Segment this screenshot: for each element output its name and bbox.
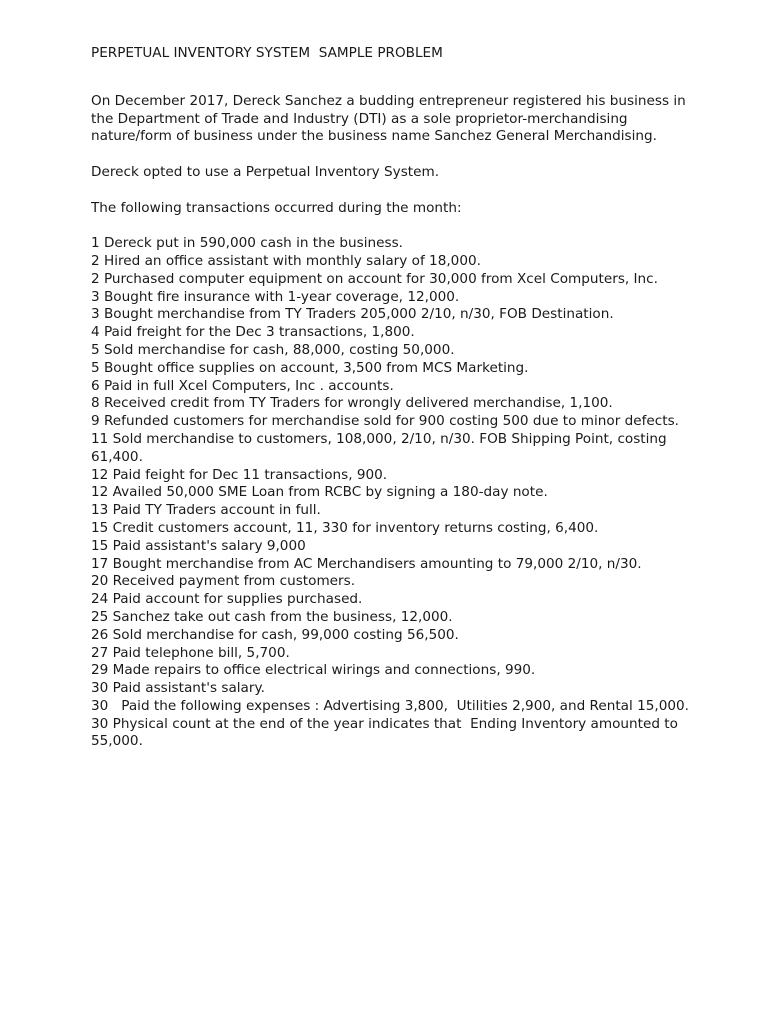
transaction-item: 13 Paid TY Traders account in full. bbox=[91, 502, 321, 519]
transaction-item: 4 Paid freight for the Dec 3 transactions, 1,800. bbox=[91, 324, 415, 341]
transactions-list bbox=[91, 235, 691, 751]
transaction-item: 9 Refunded customers for merchandise sold for 900 costing 500 due to minor defects. bbox=[91, 413, 679, 430]
transaction-item: 29 Made repairs to office electrical wirings and connections, 990. bbox=[91, 662, 536, 679]
transaction-item: 5 Bought office supplies on account, 3,500 from MCS Marketing. bbox=[91, 359, 529, 376]
transaction-item: 3 Bought fire insurance with 1-year coverage, 12,000. bbox=[91, 288, 460, 305]
transaction-item: 1 Dereck put in 590,000 cash in the business. bbox=[91, 235, 403, 252]
transaction-item: 3 Bought merchandise from TY Traders 205,000 2/10, n/30, FOB Destination. bbox=[91, 306, 614, 323]
intro-line: nature/form of business under the business name Sanchez General Merchandising. bbox=[91, 128, 657, 145]
transaction-item: 12 Paid feight for Dec 11 transactions, 900. bbox=[91, 466, 388, 483]
transaction-item: 17 Bought merchandise from AC Merchandisers amounting to 79,000 2/10, n/30. bbox=[91, 555, 642, 572]
document-title: PERPETUAL INVENTORY SYSTEM SAMPLE PROBLEM bbox=[91, 45, 443, 61]
transaction-item: 8 Received credit from TY Traders for wrongly delivered merchandise, 1,100. bbox=[91, 395, 613, 412]
transaction-item: 2 Purchased computer equipment on account for 30,000 from Xcel Computers, Inc. bbox=[91, 270, 658, 287]
transaction-item: 24 Paid account for supplies purchased. bbox=[91, 591, 363, 608]
intro-line: the Department of Trade and Industry (DTI) as a sole proprietor-merchandising bbox=[91, 110, 628, 127]
transaction-item: 15 Credit customers account, 11, 330 for inventory returns costing, 6,400. bbox=[91, 519, 599, 536]
document-page bbox=[91, 45, 691, 751]
transaction-item: 11 Sold merchandise to customers, 108,000, 2/10, n/30. FOB Shipping Point, costing 61,400. bbox=[91, 430, 671, 465]
transaction-item: 2 Hired an office assistant with monthly salary of 18,000. bbox=[91, 252, 481, 269]
transaction-item: 12 Availed 50,000 SME Loan from RCBC by signing a 180-day note. bbox=[91, 484, 548, 501]
transaction-item: 5 Sold merchandise for cash, 88,000, costing 50,000. bbox=[91, 341, 455, 358]
intro-line: On December 2017, Dereck Sanchez a budding entrepreneur registered his business in bbox=[91, 92, 686, 109]
transaction-item: 15 Paid assistant's salary 9,000 bbox=[91, 537, 306, 554]
transaction-item: 25 Sanchez take out cash from the business, 12,000. bbox=[91, 608, 453, 625]
transaction-item: 30 Paid the following expenses : Advertising 3,800, Utilities 2,900, and Rental 15,000. bbox=[91, 697, 689, 714]
transactions-heading: The following transactions occurred during the month: bbox=[91, 199, 462, 216]
transaction-item: 26 Sold merchandise for cash, 99,000 costing 56,500. bbox=[91, 626, 459, 643]
intro-paragraph bbox=[91, 93, 691, 146]
transaction-item: 30 Paid assistant's salary. bbox=[91, 680, 265, 697]
system-note: Dereck opted to use a Perpetual Inventory System. bbox=[91, 163, 440, 180]
transaction-item: 30 Physical count at the end of the year indicates that Ending Inventory amounted to 55,000. bbox=[91, 715, 683, 750]
transaction-item: 27 Paid telephone bill, 5,700. bbox=[91, 644, 290, 661]
transaction-item: 6 Paid in full Xcel Computers, Inc . accounts. bbox=[91, 377, 394, 394]
transaction-item: 20 Received payment from customers. bbox=[91, 573, 356, 590]
